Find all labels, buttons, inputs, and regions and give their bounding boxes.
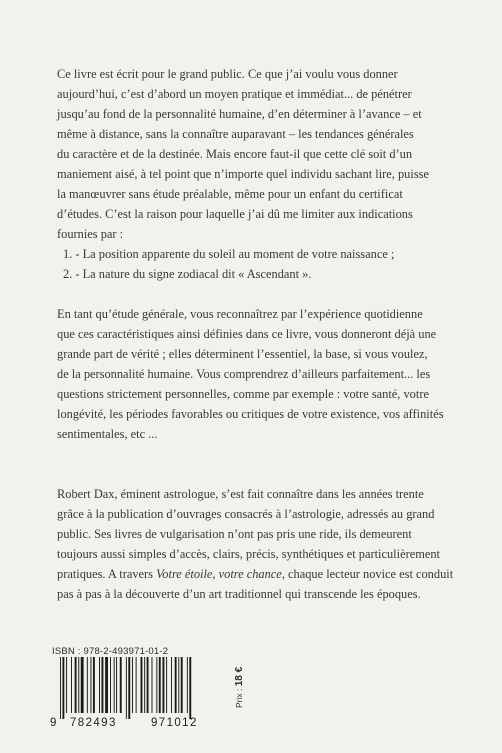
book-title: Votre étoile, votre chance <box>156 567 282 581</box>
text-line: d’études. C’est la raison pour laquelle j’ai dû me limiter aux indications <box>57 207 413 221</box>
barcode-right-group: 971012 <box>151 717 198 729</box>
barcode-bar <box>120 657 122 713</box>
barcode-bar <box>189 657 191 719</box>
list-item: 2. - La nature du signe zodiacal dit « Ascendant ». <box>63 267 312 281</box>
barcode-bar <box>159 657 161 713</box>
barcode-bar <box>152 657 153 713</box>
text-line: même à distance, sans la connaître auparavant – les tendances générales <box>57 127 414 141</box>
isbn-label: ISBN : 978-2-493971-01-2 <box>52 646 169 657</box>
barcode-bar <box>60 657 61 719</box>
barcode-bar <box>128 657 130 719</box>
barcode-bar <box>162 657 164 713</box>
text-line: de la personnalité humaine. Vous comprendrez d’ailleurs parfaitement... les <box>57 367 431 381</box>
text-line: aujourd’hui, c’est d’abord un moyen pratique et immédiat... de pénétrer <box>57 87 412 101</box>
barcode-bar <box>126 657 127 719</box>
barcode-bar <box>136 657 137 713</box>
general-study-paragraph <box>57 304 467 444</box>
barcode-bar <box>91 657 92 713</box>
barcode <box>50 657 235 729</box>
barcode-bar <box>110 657 111 713</box>
text-line: la manœuvrer sans étude préalable, même pour un enfant du certificat <box>57 187 403 201</box>
text-fragment: pratiques. A travers <box>57 567 157 581</box>
barcode-first-digit: 9 <box>50 717 58 729</box>
barcode-bar <box>171 657 172 713</box>
barcode-bar <box>105 657 108 713</box>
barcode-bar <box>62 657 64 719</box>
barcode-bar <box>114 657 115 713</box>
price-prefix: Prix : <box>234 686 244 708</box>
text-line: grande part de vérité ; elles déterminent l’essentiel, la base, si vous voulez, <box>57 347 428 361</box>
barcode-bar <box>166 657 167 713</box>
barcode-bar <box>75 657 77 713</box>
barcode-bar <box>78 657 79 713</box>
list-item: 1. - La position apparente du soleil au moment de votre naissance ; <box>63 247 395 261</box>
price-label <box>234 667 245 708</box>
text-line: maniement aisé, à tel point que n’importe quel individu sachant lire, puisse <box>57 167 429 181</box>
price-value: 18 € <box>234 666 245 687</box>
barcode-bar <box>116 657 117 713</box>
text-line: En tant qu’étude générale, vous reconnaîtrez par l’expérience quotidienne <box>57 307 423 321</box>
barcode-bar <box>132 657 133 713</box>
text-line: jusqu’au fond de la personnalité humaine, d’en déterminer à l’avance – et <box>57 107 422 121</box>
barcode-bar <box>147 657 149 713</box>
text-line: public. Ses livres de vulgarisation n’ont pas pris une ride, ils demeurent <box>57 527 412 541</box>
barcode-bar <box>93 657 95 713</box>
barcode-bar <box>141 657 143 713</box>
text-line: sentimentales, etc ... <box>57 427 158 441</box>
text-line: questions strictement personnelles, comme par exemple : votre santé, votre <box>57 387 429 401</box>
barcode-bar <box>66 657 67 713</box>
barcode-bar <box>81 657 84 713</box>
text-line: que ces caractéristiques ainsi définies dans ce livre, vous donneront déjà une <box>57 327 437 341</box>
text-line: du caractère et de la destinée. Mais encore faut-il que cette clé soit d’un <box>57 147 413 161</box>
text-line <box>57 564 467 584</box>
barcode-bar <box>99 657 100 713</box>
barcode-bar <box>87 657 88 713</box>
barcode-bar <box>144 657 145 713</box>
barcode-left-group: 782493 <box>70 717 117 729</box>
text-fragment: , chaque lecteur novice est conduit <box>281 567 454 581</box>
barcode-bars <box>60 657 230 719</box>
barcode-bar <box>178 657 179 713</box>
text-line: pas à pas à la découverte d’un art traditionnel qui transcende les époques. <box>57 587 421 601</box>
text-line: Robert Dax, éminent astrologue, s’est fait connaître dans les années trente <box>57 487 424 501</box>
barcode-bar <box>181 657 183 713</box>
author-bio-paragraph <box>57 484 467 604</box>
barcode-bar <box>187 657 188 713</box>
text-line: toujours aussi simples d’accès, clairs, précis, synthétiques et particulièrement <box>57 547 440 561</box>
text-line: longévité, les périodes favorables ou critiques de votre existence, vos affinités <box>57 407 444 421</box>
text-line: Ce livre est écrit pour le grand public. Ce que j’ai voulu vous donner <box>57 67 398 81</box>
text-line: fournies par : <box>57 227 124 241</box>
text-line: grâce à la publication d’ouvrages consacrés à l’astrologie, adressés au grand <box>57 507 435 521</box>
intro-paragraph <box>57 64 467 284</box>
barcode-bar <box>71 657 72 713</box>
barcode-bar <box>101 657 103 713</box>
barcode-bar <box>175 657 177 713</box>
barcode-bar <box>156 657 157 713</box>
